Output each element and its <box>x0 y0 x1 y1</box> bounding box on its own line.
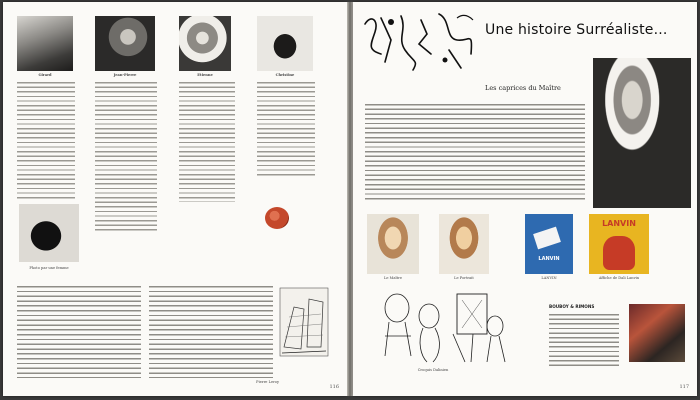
right-page <box>353 2 697 396</box>
portrait-dali <box>593 58 691 208</box>
body-text-block <box>17 286 141 378</box>
image-caption: Le Maître <box>384 276 402 280</box>
image-dali-portrait <box>439 214 489 274</box>
body-text-column <box>179 82 235 202</box>
portrait-christine <box>257 16 313 71</box>
image-caption: Croquis Dalinien <box>417 368 449 372</box>
sidebar-heading: BOUBOY & RIMONS <box>549 304 595 309</box>
poster-lanvin-blue <box>525 214 573 274</box>
section-heading: Les caprices du Maître <box>485 84 561 92</box>
building-sketch <box>279 287 329 357</box>
left-page <box>3 2 347 396</box>
surreal-drawing <box>361 10 479 76</box>
sidebar-photo <box>629 304 685 362</box>
portrait-etienne <box>179 16 231 71</box>
poster-label: LANVIN <box>538 256 560 262</box>
signature: Pierre Leroy <box>256 380 279 384</box>
article-title: Une histoire Surréaliste... <box>485 22 668 38</box>
body-text-block <box>365 104 585 200</box>
sidebar-text <box>549 314 619 366</box>
portrait-name: Etienne <box>197 73 213 77</box>
red-sculpture-image <box>265 207 289 229</box>
caricature-sketch <box>367 286 517 366</box>
portrait-name: Jean-Pierre <box>113 73 137 77</box>
photo-woman <box>19 204 79 262</box>
portrait-girard <box>17 16 73 71</box>
page-number: 116 <box>329 384 339 390</box>
page-number: 117 <box>679 384 689 390</box>
portrait-name: Christine <box>275 73 295 77</box>
portrait-jean-pierre <box>95 16 155 71</box>
image-dali-mustache <box>367 214 419 274</box>
poster-wolf-shape <box>603 236 635 270</box>
body-text-column <box>257 82 315 178</box>
body-text-block <box>149 286 273 378</box>
body-text-column <box>17 82 75 200</box>
image-caption: LANVIN <box>541 276 557 280</box>
image-caption: Affiche de Dali Lanvin <box>598 276 640 280</box>
poster-title: LANVIN <box>602 219 636 228</box>
image-caption: Le Portrait <box>454 276 474 280</box>
portrait-name: Girard <box>38 73 52 77</box>
photo-caption: Photo par une femme <box>29 266 69 270</box>
poster-lanvin-yellow <box>589 214 649 274</box>
body-text-column <box>95 82 157 232</box>
poster-sign-shape <box>533 227 561 250</box>
